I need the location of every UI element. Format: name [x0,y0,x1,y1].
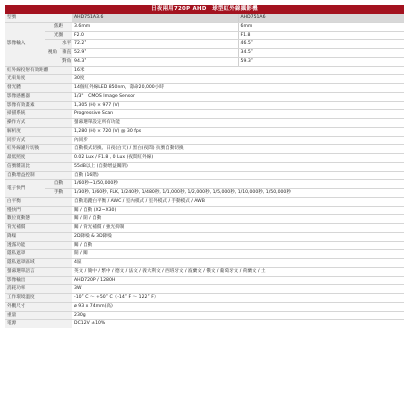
value-wb: 自動追蹤白平衡 / AWC / 室內模式 / 室外模式 / 手動模式 / AWB [72,197,404,206]
label-ir-angle: 光束角度 [5,75,72,84]
label-view-v: 垂直 [60,49,72,58]
value-osd-lang: 英文 / 簡中 / 繁中 / 德文 / 法文 / 義大利文 / 西班牙文 / 波蘭文 / 俄文 / 葡萄牙文 / 荷蘭文 / 土 [72,267,404,276]
value-snr: 55dB以上 (自動增益關閉) [72,162,404,171]
label-shutter: 電子快門 [5,180,45,198]
label-ir-range: 紅外線投射有效距離 [5,66,72,75]
view-h-b: 46.5˚ [238,40,404,49]
value-ir-angle: 30度 [72,75,404,84]
value-ir-source: 14個紅外線LED 850nm，壽命20,000小時 [72,84,404,93]
label-view: 視角 [45,40,60,66]
label-osd-lang: 螢幕選單語言 [5,267,72,276]
row-temp [5,294,404,303]
row-weight [5,311,404,320]
label-shutter-manual: 手動 [45,189,72,198]
value-size: ø 93 x 74mm(高) [72,302,404,311]
label-operation: 操作方式 [5,119,72,128]
value-ir-range: 16米 [72,66,404,75]
label-scan: 掃描系統 [5,110,72,119]
label-lens: 影像輸入 [5,22,45,66]
row-size [5,302,404,311]
row-resolution [5,127,404,136]
label-model: 型號 [5,14,72,22]
row-dnr [5,215,404,224]
row-focal [5,22,404,31]
label-resolution: 解析度 [5,127,72,136]
label-size: 外觀尺寸 [5,302,72,311]
label-ir-switch: 紅外線濾片切換 [5,145,72,154]
value-privacy: 開 / 關 [72,250,404,259]
value-zoom: 關 / 自動 (X2~X30) [72,206,404,215]
spec-sheet [5,5,404,328]
value-out-mode: AHD720P / 1280H [72,276,404,285]
row-view-v [5,49,404,58]
label-weight: 重量 [5,311,72,320]
row-scan [5,110,404,119]
label-pixels: 影像有效畫素 [5,101,72,110]
label-power: 電源 [5,320,72,328]
label-snr: 信號雜訊比 [5,162,72,171]
row-operation [5,119,404,128]
value-weight: 230g [72,311,404,320]
value-min-lux: 0.02 Lux / F1.8 , 0 Lux (夜間紅外線) [72,154,404,163]
row-power-use [5,285,404,294]
value-power: DC12V ±10% [74,321,106,327]
model-a: AHD751A3.6 [72,14,238,22]
label-shutter-auto: 自動 [45,180,72,189]
row-snr [5,162,404,171]
value-blc: 關 / 背光補償 / 強光抑制 [72,224,404,233]
row-view-d [5,57,404,66]
value-power-use: 3W [72,285,404,294]
row-motion [5,259,404,268]
row-shutter-auto [5,180,404,189]
row-ir-range [5,66,404,75]
label-min-lux: 最低照度 [5,154,72,163]
value-sync: 內同步 [72,136,404,145]
label-ir-source: 發光體 [5,84,72,93]
row-agc [5,171,404,180]
label-zoom: 慢快門 [5,206,72,215]
label-view-d: 對角 [60,57,72,66]
label-view-h: 水平 [60,40,72,49]
value-shutter-manual: 1/30秒, 1/60秒, FLK, 1/240秒, 1/480秒, 1/1,000秒, 1/2,000秒, 1/5,000秒, 1/10,000秒, 1/50,000秒 [72,189,404,198]
value-ir-switch: 自動模式切換、日夜(白天) / 黑白(夜間) 抗號自動切換 [72,145,404,154]
label-agc: 自動增益控制 [5,171,72,180]
aperture-a: F2.0 [72,31,238,40]
label-sensor: 影像感應器 [5,92,72,101]
row-ir-switch [5,145,404,154]
label-privacy: 隱私遮罩 [5,250,72,259]
value-operation: 螢幕選單設定所有功能 [72,119,404,128]
row-view-h [5,40,404,49]
value-resolution: 1,280 (H) × 720 (V) @ 30 fps [72,127,404,136]
row-ir-angle [5,75,404,84]
label-temp: 工作環境溫度 [5,294,72,303]
view-d-a: 94.3˚ [72,57,238,66]
spec-table [5,14,404,328]
row-pixels [5,101,404,110]
value-sensor: 1/3" CMOS Image Sensor [72,92,404,101]
view-d-b: 59.3˚ [238,57,404,66]
row-sensor [5,92,404,101]
row-min-lux [5,154,404,163]
focal-b: 6mm [238,22,404,31]
row-nr [5,232,404,241]
label-aperture: 光圈 [45,31,72,40]
label-blc: 背光補償 [5,224,72,233]
value-shutter-auto: 1/60秒~1/50,000秒 [72,180,404,189]
label-motion: 隱私遮罩區域 [5,259,72,268]
row-mirror [5,241,404,250]
row-wb [5,197,404,206]
model-b: AHD751A6 [238,14,404,22]
label-mirror: 透霧功能 [5,241,72,250]
focal-a: 3.6mm [72,22,238,31]
value-temp: -10˚ C ～ +50˚ C（-14˚ F ～ 122˚ F） [72,294,404,303]
value-dnr: 關 / 開 / 自動 [72,215,404,224]
row-shutter-manual [5,189,404,198]
label-wb: 白平衡 [5,197,72,206]
row-out-mode [5,276,404,285]
view-v-b: 34.5˚ [238,49,404,58]
label-out-mode: 影像輸出 [5,276,72,285]
row-aperture [5,31,404,40]
row-sync [5,136,404,145]
row-osd-lang [5,267,404,276]
view-v-a: 52.9˚ [72,49,238,58]
label-focal: 焦距 [45,22,72,31]
row-model [5,14,404,22]
value-motion: 4區 [72,259,404,268]
label-nr: 降噪 [5,232,72,241]
sheet-title: 日夜兩用720P AHD 球型紅外線攝影機 [5,5,404,14]
row-blc [5,224,404,233]
value-pixels: 1,305 (H) × 977 (V) [72,101,404,110]
value-nr: 2D降噪 & 3D降噪 [72,232,404,241]
view-h-a: 72.2˚ [72,40,238,49]
value-mirror: 關 / 自動 [72,241,404,250]
value-scan: Progressive Scan [72,110,404,119]
label-power-use: 消耗功率 [5,285,72,294]
row-zoom [5,206,404,215]
row-ir-source [5,84,404,93]
label-sync: 同步方式 [5,136,72,145]
label-dnr: 數位寬動態 [5,215,72,224]
value-agc: 自動 (16階) [72,171,404,180]
row-privacy [5,250,404,259]
row-power [5,320,404,328]
aperture-b: F1.8 [238,31,404,40]
